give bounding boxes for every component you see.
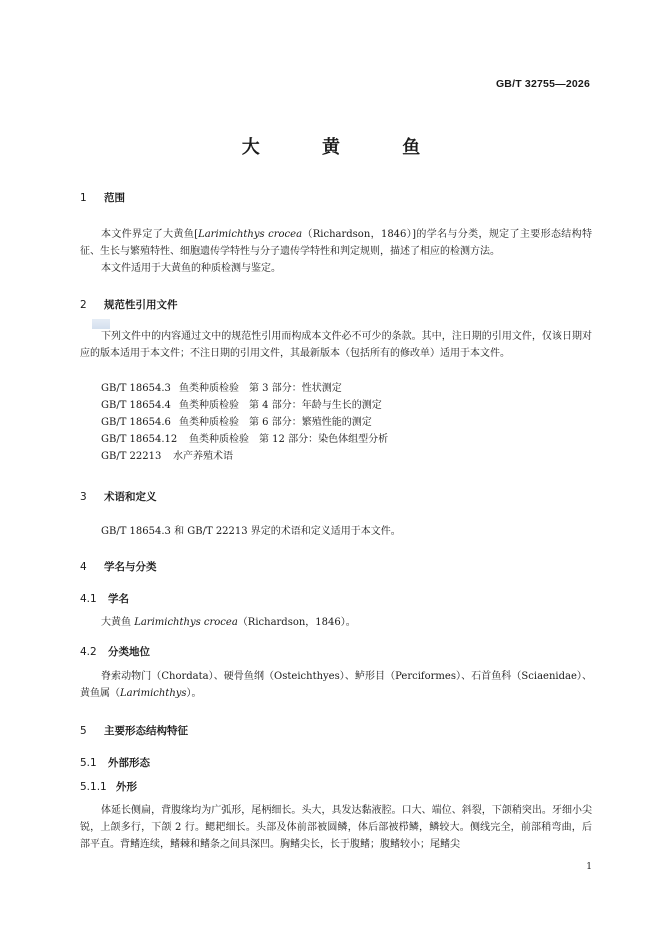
section-number: 2 <box>80 299 87 311</box>
section-title: 外形 <box>116 781 137 793</box>
section-5-heading <box>80 723 188 738</box>
text-run: （Richardson，1846）。 <box>237 617 356 628</box>
reference-item <box>101 431 388 448</box>
reference-code: GB/T 18654.6 <box>101 417 171 428</box>
latin-name: Larimichthys crocea <box>198 229 303 240</box>
section-number: 5 <box>80 725 87 737</box>
section-4-2-heading <box>80 644 150 659</box>
section-title: 分类地位 <box>108 646 150 658</box>
section-number: 5.1 <box>80 757 97 769</box>
reference-item <box>101 380 342 397</box>
terms-paragraph: GB/T 18654.3 和 GB/T 22213 界定的术语和定义适用于本文件。 <box>101 526 401 537</box>
reference-title: 鱼类种质检验 第 12 部分：染色体组型分析 <box>189 434 389 445</box>
reference-code: GB/T 18654.4 <box>101 400 171 411</box>
section-title: 范围 <box>104 192 125 204</box>
section-5-1-heading <box>80 755 150 770</box>
reference-title: 鱼类种质检验 第 3 部分：性状测定 <box>179 383 342 394</box>
reference-title: 鱼类种质检验 第 6 部分：繁殖性能的测定 <box>179 417 372 428</box>
section-1-heading <box>80 190 125 205</box>
shape-paragraph: 体延长侧扁，背腹缘均为广弧形，尾柄细长。头大，具发达黏液腔。口大、端位、斜裂，下颌稍突出。牙细小尖锐，上颌多行，下颌 2 行。鳃耙细长。头部及体前部被圆鳞，体后部被栉鳞，鳞较大。侧线完全，前部稍弯曲，后部平直。背鳍连续，鳍棘和鳍条之间具深凹。胸鳍尖长，长于腹鳍；腹鳍较小；尾鳍尖 <box>80 805 592 850</box>
text-run: 本文件界定了大黄鱼[ <box>101 229 199 240</box>
taxonomy-paragraph <box>80 668 592 702</box>
text-run: ）。 <box>186 688 202 699</box>
scientific-name-paragraph <box>80 614 592 631</box>
latin-name: Larimichthys crocea <box>134 617 238 628</box>
normative-intro: 下列文件中的内容通过文中的规范性引用而构成本文件必不可少的条款。其中，注日期的引用文件，仅该日期对应的版本适用于本文件；不注日期的引用文件，其最新版本（包括所有的修改单）适用于本文件。 <box>80 331 592 359</box>
reference-code: GB/T 18654.12 <box>101 434 178 445</box>
section-number: 1 <box>80 192 87 204</box>
section-title: 规范性引用文件 <box>104 299 178 311</box>
text-run: 脊索动物门（Chordata）、硬骨鱼纲（Osteichthyes）、鲈形目（Perciformes）、石首鱼科（Sciaenidae）、黄鱼属（ <box>80 671 592 699</box>
document-title: 大 黄 鱼 <box>241 137 449 158</box>
section-5-1-1-heading <box>80 779 137 794</box>
section-2-heading <box>80 297 178 312</box>
reference-code: GB/T 22213 <box>101 451 162 462</box>
section-number: 3 <box>80 491 87 503</box>
section-title: 学名与分类 <box>104 561 157 573</box>
section-number: 5.1.1 <box>80 781 107 793</box>
scope-paragraph-1 <box>80 226 592 260</box>
latin-name: Larimichthys <box>120 688 187 699</box>
section-number: 4 <box>80 561 87 573</box>
reference-item <box>101 448 233 465</box>
page-number: 1 <box>586 862 592 872</box>
reference-title: 水产养殖术语 <box>173 451 233 462</box>
section-title: 主要形态结构特征 <box>104 725 188 737</box>
section-4-heading <box>80 559 157 574</box>
text-run: 大黄鱼 <box>101 617 135 628</box>
reference-item <box>101 414 372 431</box>
reference-title: 鱼类种质检验 第 4 部分：年龄与生长的测定 <box>179 400 382 411</box>
section-3-heading <box>80 489 157 504</box>
reference-item <box>101 397 382 414</box>
section-4-1-heading <box>80 591 129 606</box>
section-title: 学名 <box>108 593 129 605</box>
standard-code: GB/T 32755—2026 <box>495 78 590 90</box>
section-title: 外部形态 <box>108 757 150 769</box>
reference-code: GB/T 18654.3 <box>101 383 171 394</box>
section-number: 4.1 <box>80 593 97 605</box>
section-number: 4.2 <box>80 646 97 658</box>
text-run: （Richardson，1846）]的学名与分类，规定了主要形态结构特征、生长与繁殖特性、细胞遗传学特性与分子遗传学特性和判定规则，描述了相应的检测方法。 <box>80 229 593 257</box>
scope-paragraph-2: 本文件适用于大黄鱼的种质检测与鉴定。 <box>101 263 281 274</box>
section-title: 术语和定义 <box>104 491 157 503</box>
